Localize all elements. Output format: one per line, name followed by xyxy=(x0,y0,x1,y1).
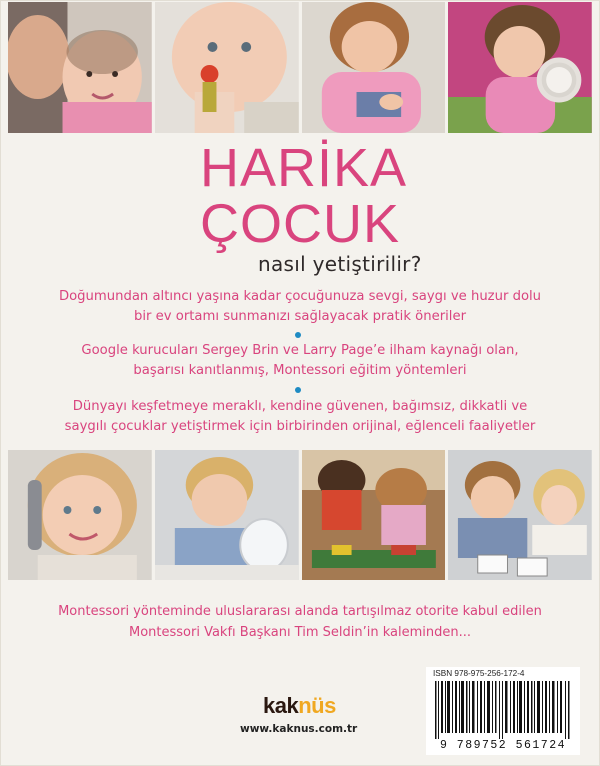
publisher-logo xyxy=(263,693,336,719)
barcode-icon xyxy=(433,681,573,739)
paragraph-3-line-2: saygılı çocuklar yetiştirmek için birbirinden orijinal, eğlenceli faaliyetler xyxy=(64,419,536,434)
description-paragraph-1 xyxy=(40,287,560,327)
description-paragraph-3 xyxy=(40,397,560,437)
photo-boy-dishes xyxy=(155,450,299,580)
isbn-label: ISBN 978-975-256-172-4 xyxy=(433,669,525,678)
paragraph-1-line-1: Doğumundan altıncı yaşına kadar çocuğunuza sevgi, saygı ve huzur dolu xyxy=(58,289,542,304)
bullet-dot xyxy=(295,387,301,393)
paragraph-3-line-1: Dünyayı keşfetmeye meraklı, kendine güvenen, bağımsız, dikkatli ve xyxy=(72,399,528,414)
book-subtitle: nasıl yetiştirilir? xyxy=(258,252,422,276)
title-line-2: ÇOCUK xyxy=(200,194,401,254)
middle-photo-strip xyxy=(8,450,592,580)
logo-text-main: kak xyxy=(263,693,299,718)
paragraph-1-line-2: bir ev ortamı sunmanızı sağlayacak pratik öneriler xyxy=(134,309,466,324)
publisher-url: www.kaknus.com.tr xyxy=(240,723,358,735)
photo-girl-pink-dress xyxy=(302,2,446,133)
barcode-digits: 9 789752 561724 xyxy=(439,739,567,752)
description-paragraph-2 xyxy=(40,341,560,381)
photo-girl-magnifier xyxy=(448,2,592,133)
photo-father-baby xyxy=(8,2,152,133)
author-blurb xyxy=(40,601,560,643)
title-line-1: HARİKA xyxy=(200,138,408,198)
photo-kids-train-set xyxy=(302,450,446,580)
photo-kids-cards xyxy=(448,450,592,580)
photo-baby-toy xyxy=(155,2,299,133)
paragraph-2-line-1: Google kurucuları Sergey Brin ve Larry Page’e ilham kaynağı olan, xyxy=(81,343,519,358)
paragraph-2-line-2: başarısı kanıtlanmış, Montessori eğitim yöntemleri xyxy=(133,363,467,378)
photo-girl-phone xyxy=(8,450,152,580)
author-blurb-line-2: Montessori Vakfı Başkanı Tim Seldin’in kaleminden... xyxy=(128,625,471,640)
bullet-dot xyxy=(295,332,301,338)
logo-text-accent: nüs xyxy=(298,693,336,718)
author-blurb-line-1: Montessori yönteminde uluslararası alanda tartışılmaz otorite kabul edilen xyxy=(58,604,542,619)
top-photo-strip xyxy=(8,2,592,133)
